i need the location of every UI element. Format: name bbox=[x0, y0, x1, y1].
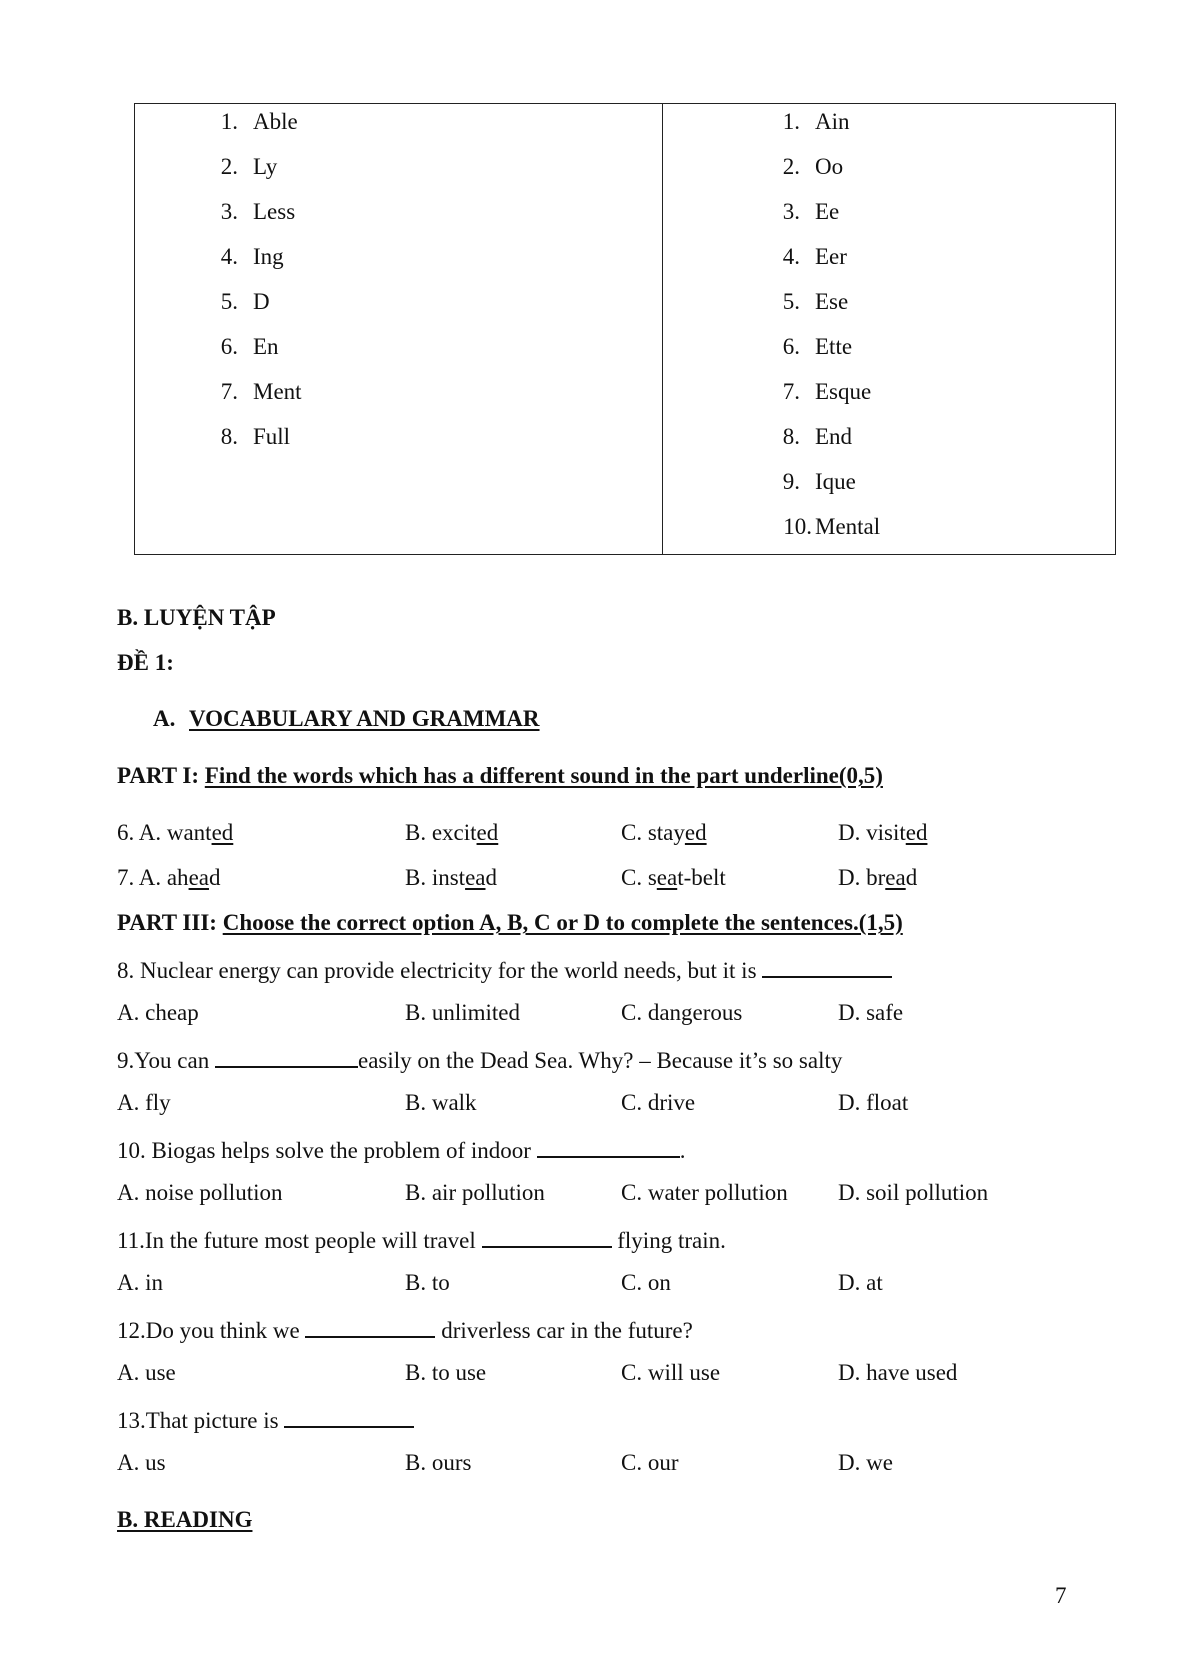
list-number: 7. bbox=[220, 379, 238, 404]
option-d: D. have used bbox=[838, 1360, 958, 1385]
option-c bbox=[621, 821, 707, 844]
option-text: D. br bbox=[838, 865, 886, 890]
stem-text: driverless car in the future? bbox=[435, 1318, 693, 1343]
list-number: 3. bbox=[782, 199, 800, 224]
part3-instruction: Choose the correct option A, B, C or D to complete the sentences.(1,5) bbox=[222, 910, 903, 935]
option-b: B. ours bbox=[405, 1450, 472, 1475]
stem-text: flying train. bbox=[611, 1228, 726, 1253]
list-item: Ee bbox=[815, 199, 840, 224]
option-text: d bbox=[208, 865, 221, 890]
option-d bbox=[838, 866, 917, 889]
list-item: Esque bbox=[815, 379, 872, 404]
underlined-part: ea bbox=[885, 865, 906, 890]
list-item: D bbox=[253, 289, 270, 314]
option-c: C. our bbox=[621, 1450, 679, 1475]
underlined-part: ed bbox=[684, 820, 707, 845]
answer-blank[interactable] bbox=[215, 1046, 358, 1068]
option-a: A. us bbox=[117, 1450, 166, 1475]
question-stem bbox=[117, 1226, 726, 1252]
list-item: Ain bbox=[815, 109, 850, 134]
option-text: D. visit bbox=[838, 820, 906, 845]
section-b-title: B. LUYỆN TẬP bbox=[117, 605, 276, 630]
underlined-part: ed bbox=[211, 820, 234, 845]
suffix-table bbox=[134, 103, 1116, 555]
question-stem bbox=[117, 1136, 685, 1162]
option-c: C. dangerous bbox=[621, 1000, 743, 1025]
list-number: 5. bbox=[220, 289, 238, 314]
underlined-part: ea bbox=[465, 865, 486, 890]
option-text: B. inst bbox=[405, 865, 466, 890]
list-item: End bbox=[815, 424, 853, 449]
underlined-part: ea bbox=[188, 865, 209, 890]
part3-heading bbox=[117, 911, 903, 934]
list-number: 6. bbox=[782, 334, 800, 359]
question-stem bbox=[117, 1316, 693, 1342]
page-number: 7 bbox=[1055, 1583, 1067, 1608]
list-item: Ese bbox=[815, 289, 849, 314]
option-c: C. on bbox=[621, 1270, 671, 1295]
option-b: B. to use bbox=[405, 1360, 487, 1385]
option-b: B. unlimited bbox=[405, 1000, 520, 1025]
option-b bbox=[405, 821, 498, 844]
question-number: 7. bbox=[117, 865, 135, 890]
option-a: A. fly bbox=[117, 1090, 171, 1115]
stem-text: easily on the Dead Sea. Why? – Because it’s so salty bbox=[357, 1048, 843, 1073]
vocab-heading: VOCABULARY AND GRAMMAR bbox=[189, 706, 540, 731]
underlined-part: ed bbox=[476, 820, 499, 845]
answer-blank[interactable] bbox=[762, 956, 892, 978]
option-d: D. safe bbox=[838, 1000, 904, 1025]
answer-blank[interactable] bbox=[482, 1226, 612, 1248]
part1-instruction: Find the words which has a different sound in the part underline(0,5) bbox=[204, 763, 883, 788]
list-number: 4. bbox=[782, 244, 800, 269]
option-b: B. to bbox=[405, 1270, 450, 1295]
option-c: C. will use bbox=[621, 1360, 721, 1385]
list-item: Ique bbox=[815, 469, 856, 494]
option-a: A. noise pollution bbox=[117, 1180, 283, 1205]
stem-text: 11.In the future most people will travel bbox=[117, 1228, 482, 1253]
option-d bbox=[838, 821, 927, 844]
list-number: 4. bbox=[220, 244, 238, 269]
table-divider bbox=[662, 104, 663, 554]
answer-blank[interactable] bbox=[537, 1136, 680, 1158]
list-item: Ly bbox=[253, 154, 278, 179]
list-item: Able bbox=[253, 109, 298, 134]
option-text: t-belt bbox=[677, 865, 726, 890]
option-d: D. at bbox=[838, 1270, 883, 1295]
option-text: C. s bbox=[621, 865, 657, 890]
option-c: C. drive bbox=[621, 1090, 696, 1115]
stem-text: 8. Nuclear energy can provide electricity for the world needs, but it is bbox=[117, 958, 763, 983]
option-b: B. air pollution bbox=[405, 1180, 545, 1205]
stem-text: 12.Do you think we bbox=[117, 1318, 306, 1343]
option-a: A. use bbox=[117, 1360, 176, 1385]
list-item: Less bbox=[253, 199, 296, 224]
option-text: A. ah bbox=[138, 865, 189, 890]
de-title: ĐỀ 1: bbox=[117, 650, 174, 675]
list-number: 5. bbox=[782, 289, 800, 314]
answer-blank[interactable] bbox=[305, 1316, 435, 1338]
option-a bbox=[117, 866, 220, 889]
part1-heading bbox=[117, 764, 883, 787]
option-text: B. excit bbox=[405, 820, 477, 845]
option-c bbox=[621, 866, 726, 889]
vocab-letter: A. bbox=[153, 706, 176, 731]
list-number: 1. bbox=[220, 109, 238, 134]
option-d: D. we bbox=[838, 1450, 893, 1475]
stem-text: 10. Biogas helps solve the problem of indoor bbox=[117, 1138, 537, 1163]
list-item: Ette bbox=[815, 334, 853, 359]
option-b: B. walk bbox=[405, 1090, 477, 1115]
option-a: A. in bbox=[117, 1270, 163, 1295]
list-item: En bbox=[253, 334, 279, 359]
option-d: D. soil pollution bbox=[838, 1180, 989, 1205]
option-b bbox=[405, 866, 497, 889]
part3-label: PART III: bbox=[117, 910, 217, 935]
list-item: Ing bbox=[253, 244, 284, 269]
underlined-part: ed bbox=[905, 820, 928, 845]
list-number: 9. bbox=[782, 469, 800, 494]
list-number: 3. bbox=[220, 199, 238, 224]
list-item: Full bbox=[253, 424, 291, 449]
answer-blank[interactable] bbox=[284, 1406, 414, 1428]
question-number: 6. bbox=[117, 820, 135, 845]
question-stem bbox=[117, 1046, 842, 1072]
list-number: 2. bbox=[782, 154, 800, 179]
option-text: d bbox=[905, 865, 918, 890]
list-item: Oo bbox=[815, 154, 844, 179]
option-text: d bbox=[485, 865, 497, 890]
list-number: 6. bbox=[220, 334, 238, 359]
option-d: D. float bbox=[838, 1090, 909, 1115]
option-a: A. cheap bbox=[117, 1000, 199, 1025]
list-item: Ment bbox=[253, 379, 302, 404]
question-stem bbox=[117, 1406, 414, 1432]
list-number: 8. bbox=[782, 424, 800, 449]
stem-text: . bbox=[679, 1138, 686, 1163]
list-item: Mental bbox=[815, 514, 881, 539]
list-number: 1. bbox=[782, 109, 800, 134]
reading-heading: B. READING bbox=[117, 1507, 253, 1532]
option-c: C. water pollution bbox=[621, 1180, 788, 1205]
part1-label: PART I: bbox=[117, 763, 200, 788]
list-number: 10. bbox=[783, 514, 812, 539]
list-number: 2. bbox=[220, 154, 238, 179]
option-text: A. want bbox=[138, 820, 212, 845]
stem-text: 13.That picture is bbox=[117, 1408, 285, 1433]
list-item: Eer bbox=[815, 244, 847, 269]
option-a bbox=[117, 821, 233, 844]
list-number: 8. bbox=[220, 424, 238, 449]
stem-text: 9.You can bbox=[117, 1048, 215, 1073]
question-stem bbox=[117, 956, 892, 982]
option-text: C. stay bbox=[621, 820, 685, 845]
underlined-part: ea bbox=[656, 865, 678, 890]
list-number: 7. bbox=[782, 379, 800, 404]
